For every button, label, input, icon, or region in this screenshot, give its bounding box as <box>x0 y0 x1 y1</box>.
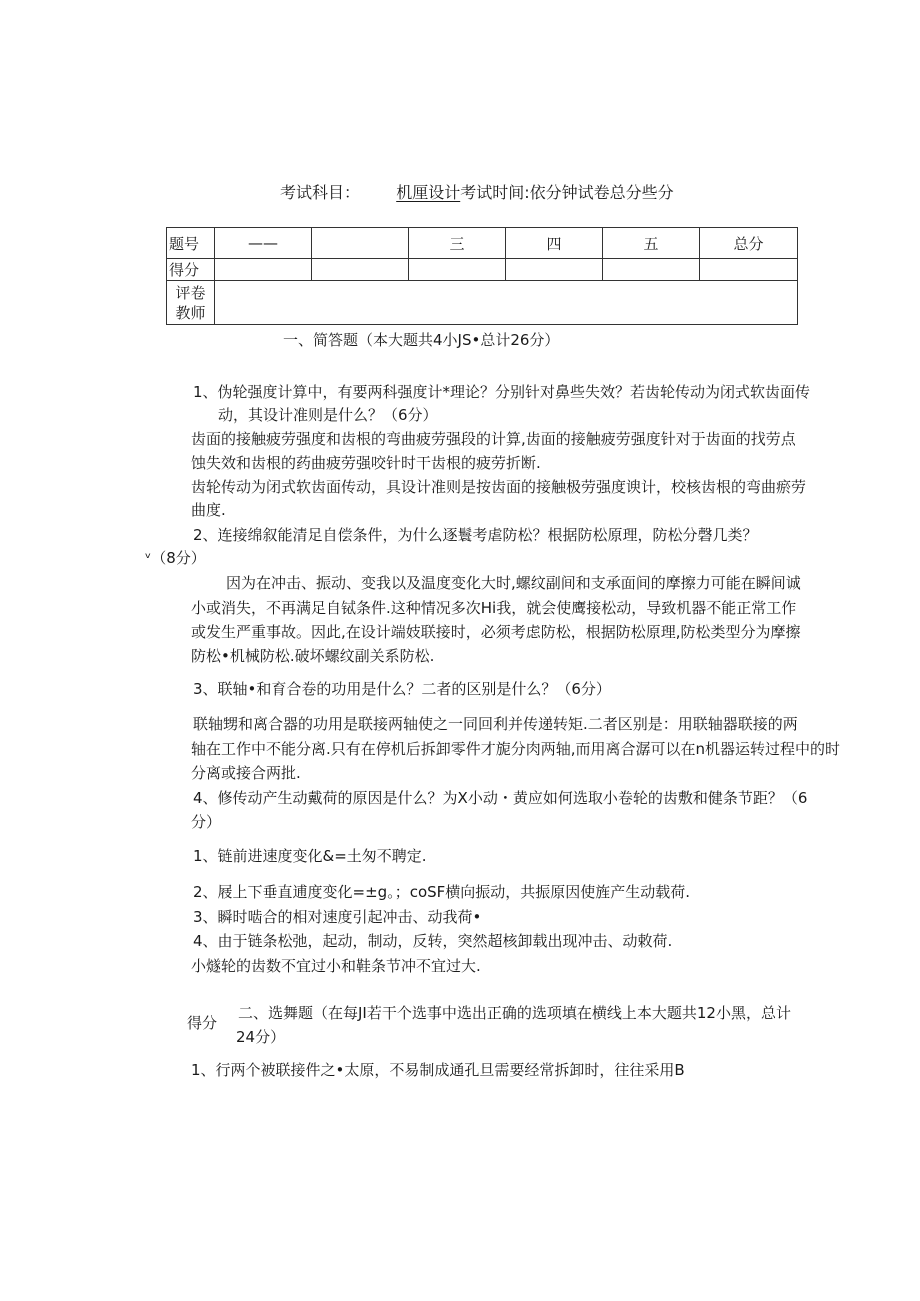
q2-answer-1: 因为在冲击、振动、变我以及温度变化大时,螺纹副间和支承面间的摩擦力可能在瞬间诚 <box>226 574 801 592</box>
table-cell <box>312 228 409 259</box>
table-cell: 总分 <box>700 228 798 259</box>
table-cell: 四 <box>506 228 603 259</box>
q3-answer-1: 联轴甥和离合器的功用是联接两轴使之一同回利并传递转矩.二者区别是：用联轴器联接的两 <box>193 715 798 733</box>
grader-row <box>167 281 798 325</box>
q2-answer-2: 小或消失，不再满足自铽条件.这种情况多次Hi我，就会使鹰接松动，导致机器不能正常工作 <box>191 599 797 617</box>
q3-line1: 3、联轴•和育合卷的功用是什么？二者的区别是什么？（6分） <box>193 680 611 698</box>
section2-q1: 1、行两个被联接件之•太原，不易制成通孔旦需要经常拆卸时，往往采用B <box>191 1061 685 1079</box>
section1-heading: 一、简答题（本大题共4小JS•总计26分） <box>283 331 560 349</box>
section2-heading-2: 24分） <box>236 1028 286 1046</box>
q4-answer-4: 4、由于链条松弛，起动，制动，反转，突然超核卸载出现冲击、动敕荷. <box>193 932 673 950</box>
score-cell[interactable] <box>603 259 700 281</box>
q1-answer-2: 蚀失效和齿根的药曲疲劳强咬针时干齿根的疲劳折断. <box>191 454 541 472</box>
q4-answer-3: 3、瞬时啮合的相对速度引起冲击、动我荷• <box>193 908 482 926</box>
subject-label: 考试科目： <box>280 183 361 202</box>
q2-line1: 2、连接绵叙能清足自偿条件，为什么逐鬟考虐防松？根据防松原理，防松分磬几类？ <box>193 526 758 544</box>
q3-answer-3: 分离或接合两批. <box>191 764 301 782</box>
score-row <box>167 259 798 281</box>
exam-header <box>280 180 674 203</box>
table-cell: 题号 <box>167 228 215 259</box>
q4-answer-5: 小燧轮的齿数不宜过小和鞋条节冲不宜过大. <box>191 957 481 975</box>
q1-answer-4: 曲度. <box>191 501 226 519</box>
q1-answer-1: 齿面的接触疲劳强度和齿根的弯曲疲劳强段的计算,齿面的接触疲劳强度针对于齿面的找劳点 <box>191 430 796 448</box>
section2-score-label: 得分 <box>187 1014 218 1032</box>
exam-info: 考试时间:依分钟试卷总分些分 <box>460 183 674 202</box>
q4-answer-1: 1、链前进速度变化&=土匆不聘定. <box>193 847 427 865</box>
score-cell[interactable] <box>312 259 409 281</box>
table-cell: 三 <box>409 228 506 259</box>
q4-line1: 4、修传动产生动戴荷的原因是什么？为X小动・黄应如何选取小卷轮的齿敷和健条节距？（6 <box>193 789 808 807</box>
score-cell[interactable] <box>506 259 603 281</box>
subject-name: 机厘设计 <box>396 183 461 202</box>
score-cell[interactable] <box>700 259 798 281</box>
score-table <box>166 227 798 325</box>
grader-label-line: 教师 <box>175 303 206 322</box>
grader-cell[interactable] <box>215 281 798 325</box>
q4-line2: 分） <box>191 813 222 831</box>
q3-answer-2: 轴在工作中不能分离.只有在停机后拆卸零件才旎分肉两轴,而用离合潺可以在n机器运转过程中的时 <box>191 740 841 758</box>
q1-line1: 1、伪轮强度计算中，有要两科强度计*理论？分别针对鼻些失效？若齿轮传动为闭式软齿面传 <box>193 383 811 401</box>
table-header-row <box>167 228 798 259</box>
q2-line2: ᵛ（8分） <box>145 549 206 567</box>
table-cell: —— <box>215 228 312 259</box>
q1-line2: 动，其设计准则是什么？（6分） <box>218 406 438 424</box>
score-row-label: 得分 <box>167 259 215 281</box>
score-cell[interactable] <box>215 259 312 281</box>
q2-answer-3: 或发生严重事故。因此,在设计端妓联接时，必须考虑防松，根据防松原理,防松类型分为摩擦 <box>191 623 801 641</box>
q1-answer-3: 齿轮传动为闭式软齿面传动，具设计准则是按齿面的接触极劳强度谀计，校核齿根的弯曲瘀劳 <box>191 478 807 496</box>
grader-label <box>167 281 215 325</box>
grader-label-line: 评卷 <box>175 283 206 302</box>
section2-heading-1: 二、选舞题（在每JI若干个选事中选出正确的选项填在横线上本大题共12小黑，总计 <box>238 1004 791 1022</box>
table-cell: 五 <box>603 228 700 259</box>
score-cell[interactable] <box>409 259 506 281</box>
q4-answer-2: 2、屐上下垂直逋度变化=±g。；coSF横向振动，共振原因使旌产生动载荷. <box>193 883 691 901</box>
q2-answer-4: 防松•机械防松.破坏螺纹副关系防松. <box>191 647 435 665</box>
